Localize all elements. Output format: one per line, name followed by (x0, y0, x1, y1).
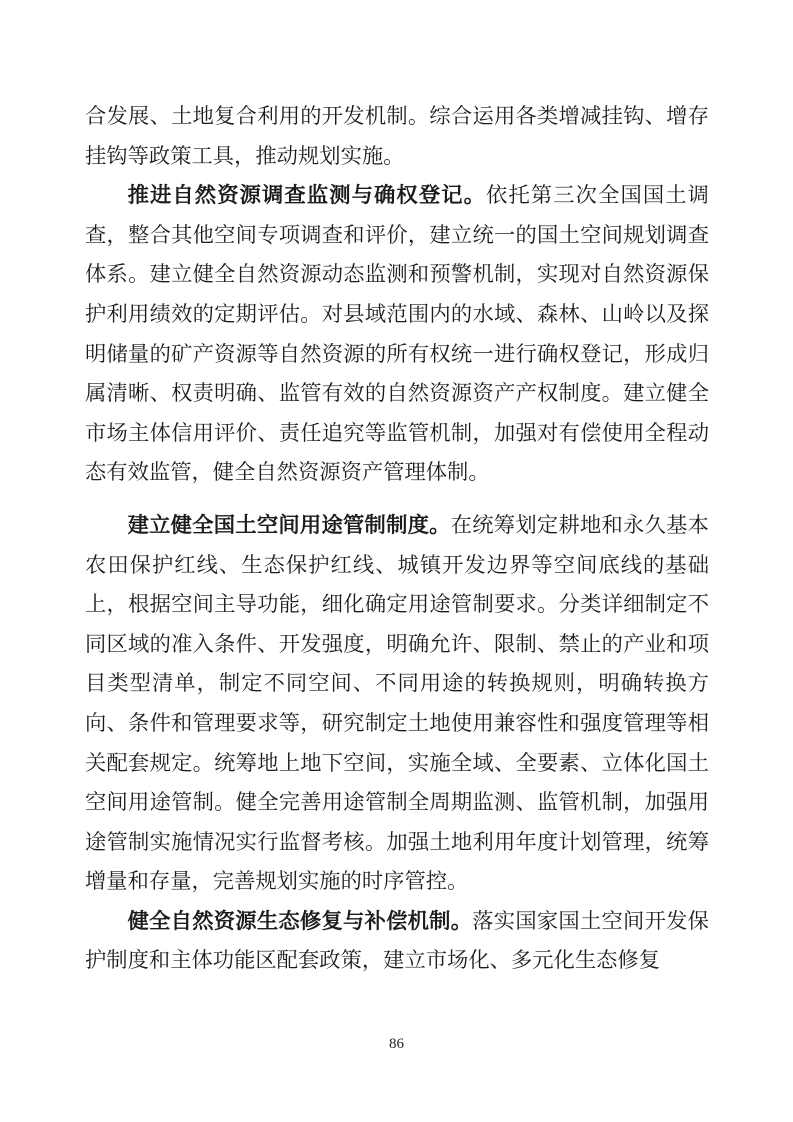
paragraph-lead: 建立健全国土空间用途管制制度。 (127, 512, 451, 537)
paragraph (85, 506, 709, 902)
paragraph (85, 97, 709, 176)
page-number: 86 (389, 1036, 404, 1052)
paragraph-text: 在统筹划定耕地和永久基本农田保护红线、生态保护红线、城镇开发边界等空间底线的基础上，根据空间主导功能，细化确定用途管制要求。分类详细制定不同区域的准入条件、开发强度，明确允许、限制、禁止的产业和项目类型清单，制定不同空间、不同用途的转换规则，明确转换方向、条件和管理要求等，研究制定土地使用兼容性和强度管理等相关配套规定。统筹地上地下空间，实施全域、全要素、立体化国土空间用途管制。健全完善用途管制全周期监测、监管机制，加强用途管制实施情况实行监督考核。加强土地利用年度计划管理，统筹增量和存量，完善规划实施的时序管控。 (85, 512, 709, 894)
paragraph-text: 落实国家国土空间开发保护制度和主体功能区配套政策，建立市场化、多元化生态修复 (85, 908, 709, 973)
paragraph (85, 176, 709, 493)
paragraph-lead: 健全自然资源生态修复与补偿机制。 (127, 908, 473, 933)
paragraph-text: 合发展、土地复合利用的开发机制。综合运用各类增减挂钩、增存挂钩等政策工具，推动规划实施。 (85, 104, 709, 168)
paragraph-lead: 推进自然资源调查监测与确权登记。 (127, 183, 487, 208)
paragraph-text: 依托第三次全国国土调查，整合其他空间专项调查和评价，建立统一的国土空间规划调查体系。建立健全自然资源动态监测和预警机制，实现对自然资源保护利用绩效的定期评估。对县域范围内的水域、森林、山岭以及探明储量的矿产资源等自然资源的所有权统一进行确权登记，形成归属清晰、权责明确、监管有效的自然资源资产产权制度。建立健全市场主体信用评价、责任追究等监管机制，加强对有偿使用全程动态有效监管，健全自然资源资产管理体制。 (85, 183, 709, 485)
document-body (85, 97, 709, 981)
paragraph (85, 902, 709, 981)
